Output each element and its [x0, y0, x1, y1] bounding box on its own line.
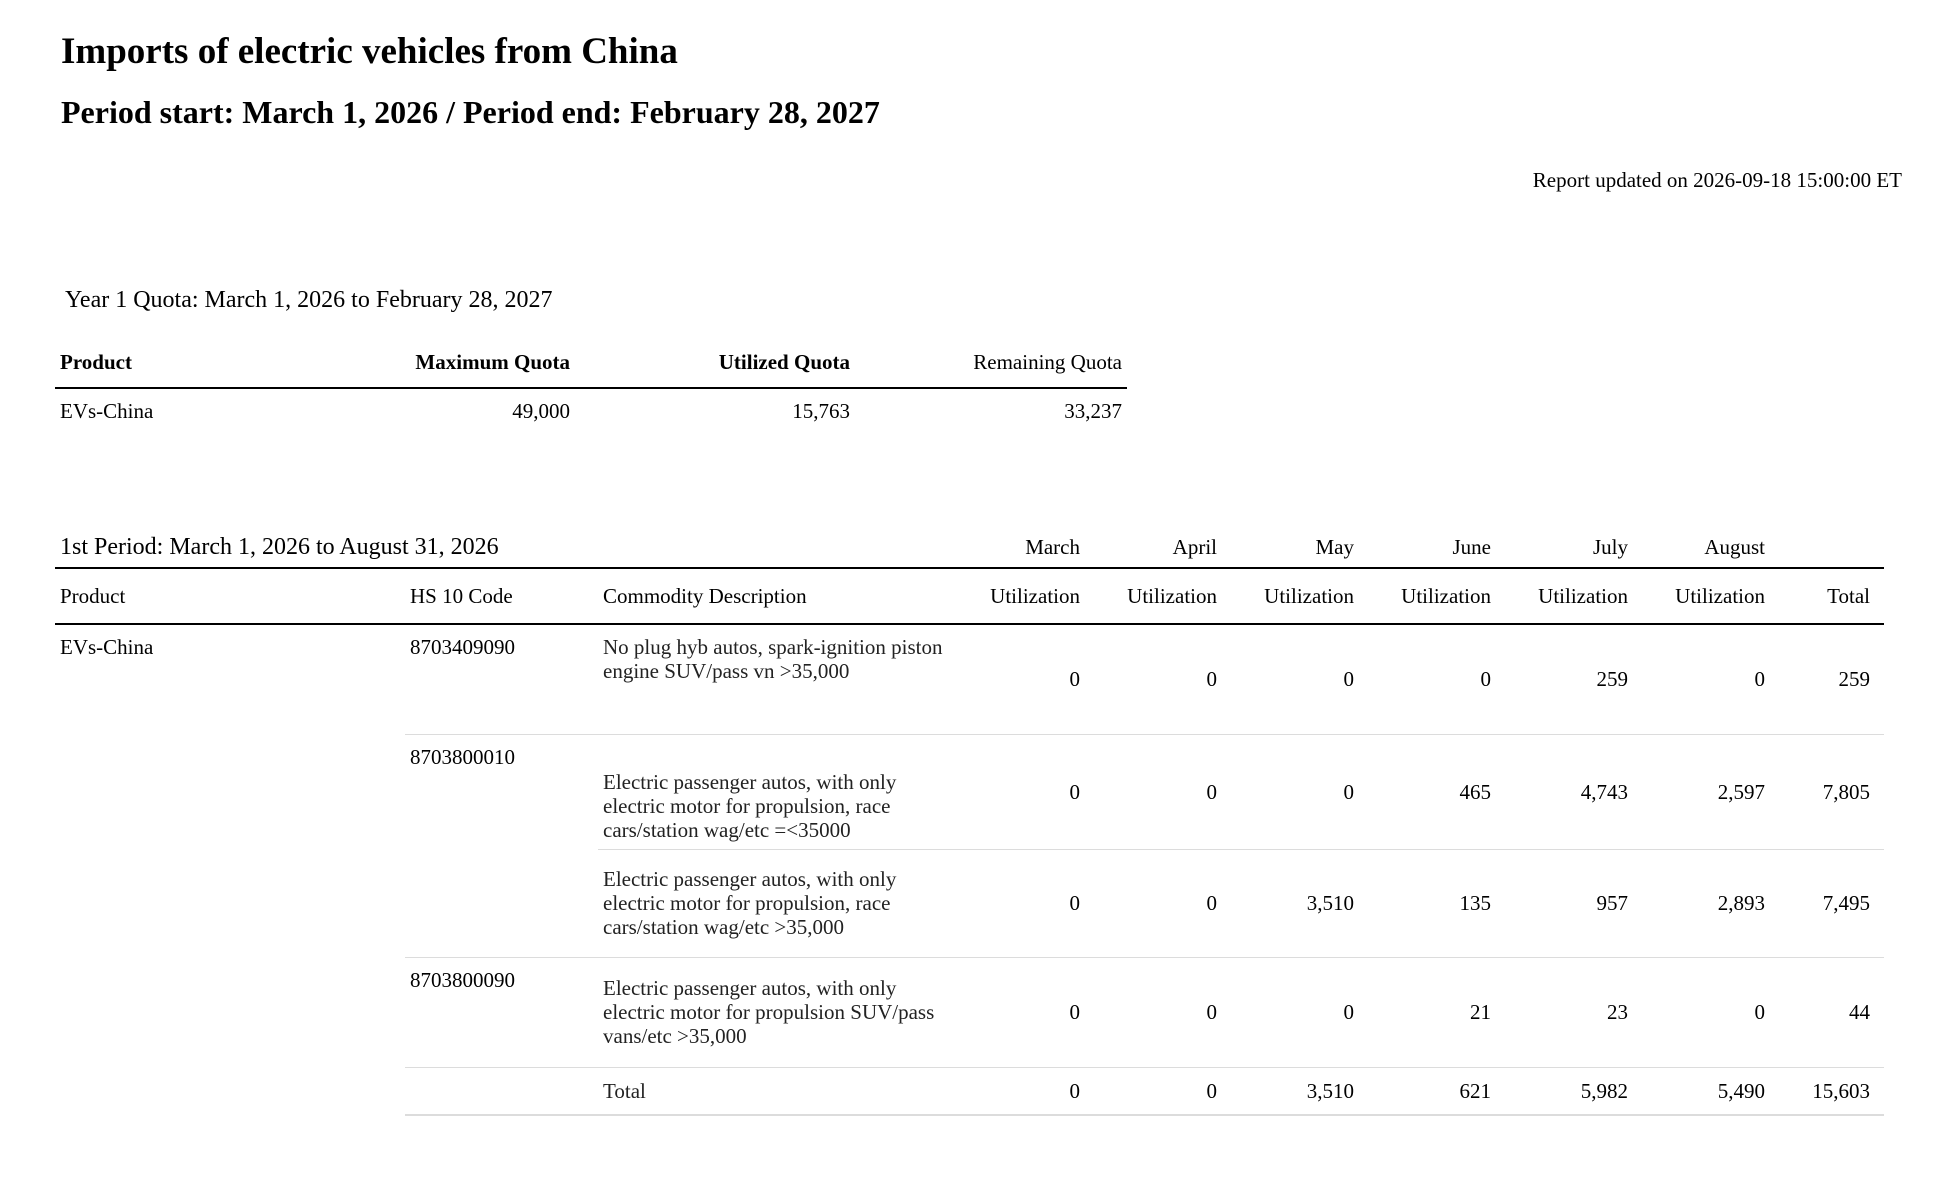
col-product: Product	[55, 568, 405, 624]
cell-april: 0	[1085, 849, 1222, 957]
col-utilization-august: Utilization	[1633, 568, 1770, 624]
cell-march: 0	[948, 624, 1085, 734]
total-july: 5,982	[1496, 1067, 1633, 1115]
month-july: July	[1592, 534, 1628, 559]
row-hs-code: 8703409090	[405, 624, 598, 734]
cell-may: 0	[1222, 734, 1359, 849]
row-hs-code: 8703800010	[405, 734, 598, 957]
quota-table	[55, 338, 1127, 434]
cell-march: 0	[948, 849, 1085, 957]
cell-june: 465	[1359, 734, 1496, 849]
cell-march: 0	[948, 957, 1085, 1067]
col-utilization-april: Utilization	[1085, 568, 1222, 624]
row-hs-code: 8703800090	[405, 957, 598, 1067]
cell-august: 0	[1633, 624, 1770, 734]
col-total: Total	[1770, 568, 1884, 624]
cell-june: 0	[1359, 624, 1496, 734]
col-commodity-description: Commodity Description	[598, 568, 948, 624]
row-description: Electric passenger autos, with only electric motor for propulsion SUV/pass vans/etc >35,000	[598, 957, 948, 1067]
quota-utilized: 15,763	[792, 399, 850, 423]
cell-july: 4,743	[1496, 734, 1633, 849]
month-may: May	[1315, 534, 1354, 559]
cell-july: 23	[1496, 957, 1633, 1067]
quota-col-maximum: Maximum Quota	[325, 338, 575, 388]
cell-june: 21	[1359, 957, 1496, 1067]
col-hs-code: HS 10 Code	[405, 568, 598, 624]
total-may: 3,510	[1222, 1067, 1359, 1115]
cell-may: 0	[1222, 624, 1359, 734]
total-june: 621	[1359, 1067, 1496, 1115]
cell-may: 0	[1222, 957, 1359, 1067]
cell-june: 135	[1359, 849, 1496, 957]
total-row-label: Total	[598, 1067, 948, 1115]
quota-remaining: 33,237	[1064, 399, 1122, 423]
report-title: Imports of electric vehicles from China	[61, 31, 678, 72]
cell-april: 0	[1085, 734, 1222, 849]
col-utilization-june: Utilization	[1359, 568, 1496, 624]
quota-col-product: Product	[55, 338, 325, 388]
row-description: Electric passenger autos, with only electric motor for propulsion, race cars/station wag/etc =<35000	[598, 734, 948, 849]
table-row	[55, 624, 1884, 734]
period-header-row	[55, 568, 1884, 624]
cell-total: 7,495	[1770, 849, 1884, 957]
month-march: March	[1025, 534, 1080, 559]
quota-col-utilized: Utilized Quota	[575, 338, 855, 388]
quota-table-caption: Year 1 Quota: March 1, 2026 to February 28, 2027	[65, 287, 553, 313]
total-april: 0	[1085, 1067, 1222, 1115]
cell-july: 259	[1496, 624, 1633, 734]
quota-product: EVs-China	[60, 399, 154, 423]
quota-col-remaining: Remaining Quota	[855, 338, 1127, 388]
col-utilization-march: Utilization	[948, 568, 1085, 624]
cell-march: 0	[948, 734, 1085, 849]
period-range-subtitle: Period start: March 1, 2026 / Period end: February 28, 2027	[61, 94, 880, 130]
col-utilization-july: Utilization	[1496, 568, 1633, 624]
col-utilization-may: Utilization	[1222, 568, 1359, 624]
cell-august: 0	[1633, 957, 1770, 1067]
period-caption: 1st Period: March 1, 2026 to August 31, 2026	[60, 533, 499, 560]
cell-total: 7,805	[1770, 734, 1884, 849]
quota-row	[55, 388, 1127, 434]
total-grand: 15,603	[1770, 1067, 1884, 1115]
total-august: 5,490	[1633, 1067, 1770, 1115]
cell-april: 0	[1085, 624, 1222, 734]
cell-total: 44	[1770, 957, 1884, 1067]
total-march: 0	[948, 1067, 1085, 1115]
cell-may: 3,510	[1222, 849, 1359, 957]
report-updated-timestamp: Report updated on 2026-09-18 15:00:00 ET	[1532, 168, 1902, 192]
month-august: August	[1704, 534, 1765, 559]
cell-april: 0	[1085, 957, 1222, 1067]
quota-maximum: 49,000	[512, 399, 570, 423]
quota-header-row	[55, 338, 1127, 388]
cell-august: 2,597	[1633, 734, 1770, 849]
row-product: EVs-China	[60, 635, 154, 659]
row-description: Electric passenger autos, with only electric motor for propulsion, race cars/station wag/etc >35,000	[598, 849, 948, 957]
month-june: June	[1452, 534, 1491, 559]
month-april: April	[1172, 534, 1217, 559]
period-caption-row	[55, 526, 1884, 568]
cell-july: 957	[1496, 849, 1633, 957]
cell-total: 259	[1770, 624, 1884, 734]
period-utilization-table	[55, 526, 1884, 1116]
cell-august: 2,893	[1633, 849, 1770, 957]
row-description: No plug hyb autos, spark-ignition piston engine SUV/pass vn >35,000	[598, 624, 948, 734]
